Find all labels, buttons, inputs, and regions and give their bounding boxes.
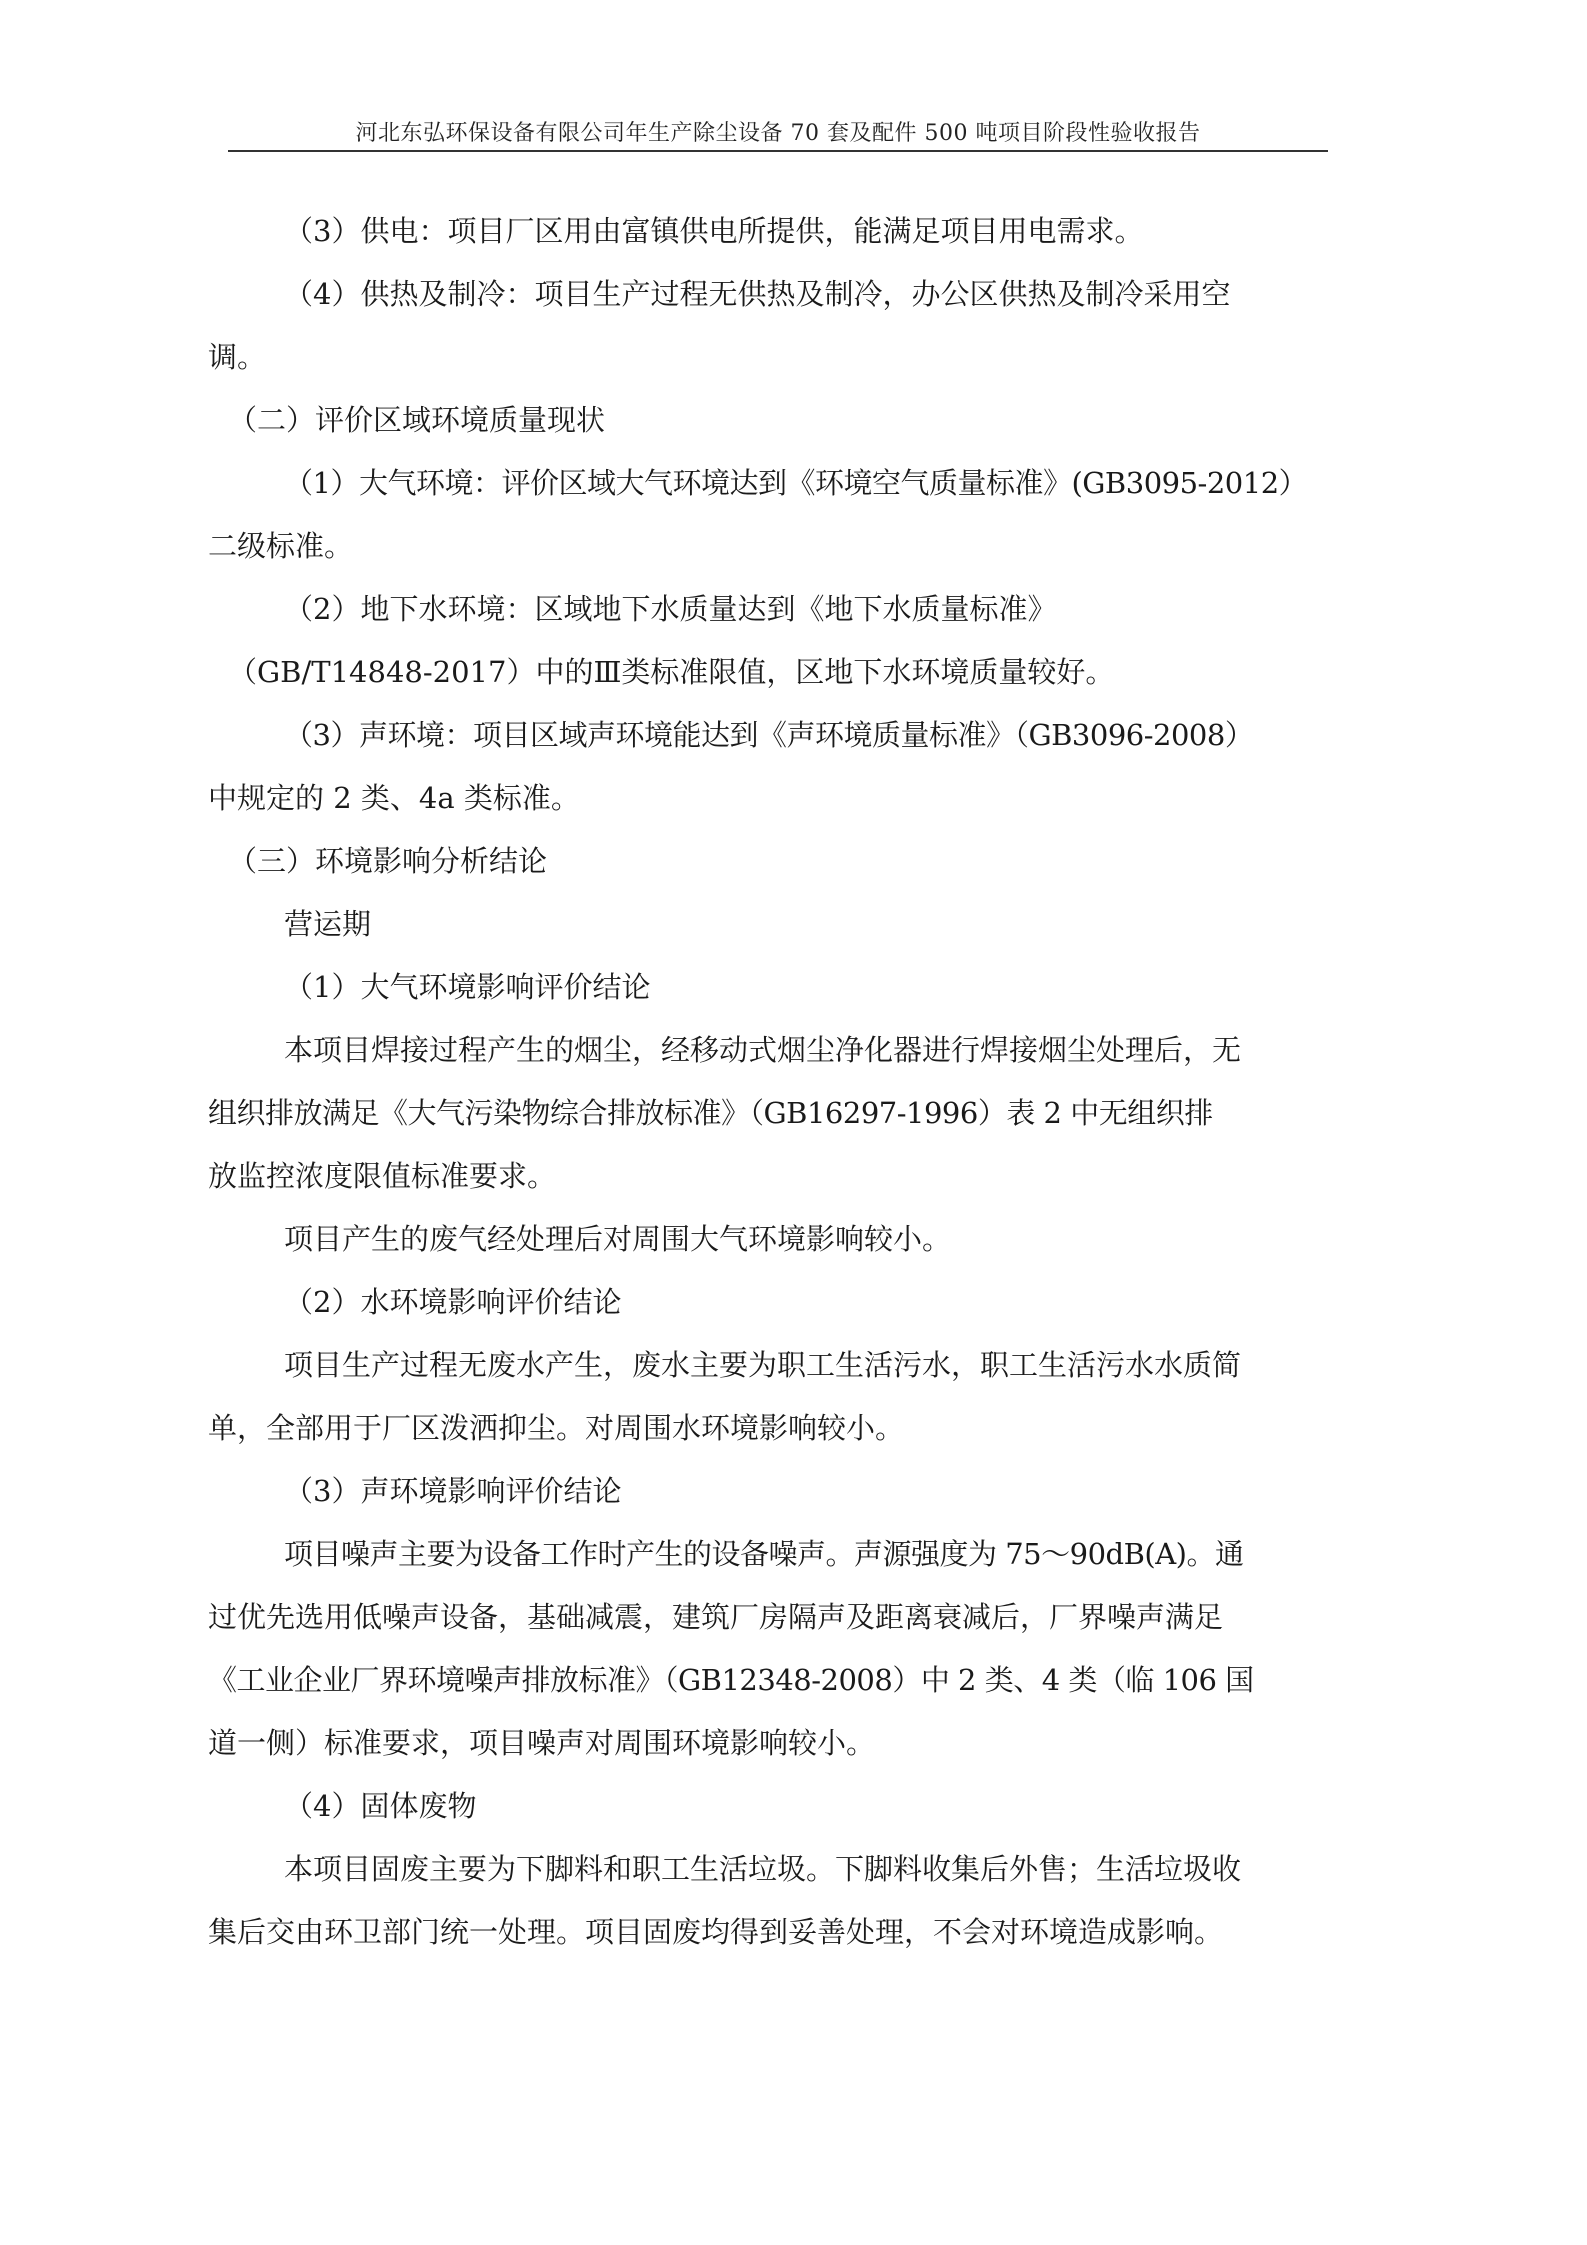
paragraph-line: 集后交由环卫部门统一处理。项目固废均得到妥善处理，不会对环境造成影响。 [208, 1915, 1224, 1949]
paragraph-line: 单，全部用于厂区泼洒抑尘。对周围水环境影响较小。 [208, 1411, 905, 1445]
header-rule [228, 150, 1328, 152]
section-heading: （三）环境影响分析结论 [228, 844, 548, 878]
subheading: 营运期 [284, 907, 372, 941]
document-body [208, 200, 1328, 1964]
paragraph-line: （1）大气环境：评价区域大气环境达到《环境空气质量标准》(GB3095-2012） [284, 466, 1308, 500]
paragraph-line: 《工业企业厂界环境噪声排放标准》（GB12348-2008）中 2 类、4 类（临 106 国 [208, 1663, 1254, 1697]
subheading: （2）水环境影响评价结论 [284, 1285, 622, 1319]
paragraph-line: 调。 [208, 340, 267, 374]
paragraph-line: 道一侧）标准要求，项目噪声对周围环境影响较小。 [208, 1726, 876, 1760]
paragraph-line: 项目生产过程无废水产生，废水主要为职工生活污水，职工生活污水水质简 [284, 1348, 1242, 1382]
subheading: （4）固体废物 [284, 1789, 477, 1823]
paragraph-line: （2）地下水环境：区域地下水质量达到《地下水质量标准》 [284, 592, 1057, 626]
subheading: （3）声环境影响评价结论 [284, 1474, 622, 1508]
paragraph-line: 放监控浓度限值标准要求。 [208, 1159, 557, 1193]
paragraph-line: 项目噪声主要为设备工作时产生的设备噪声。声源强度为 75～90dB(A)。通 [284, 1537, 1244, 1571]
subheading: （1）大气环境影响评价结论 [284, 970, 651, 1004]
paragraph-line: 中规定的 2 类、4a 类标准。 [208, 781, 580, 815]
paragraph-line: 本项目焊接过程产生的烟尘，经移动式烟尘净化器进行焊接烟尘处理后，无 [284, 1033, 1242, 1067]
paragraph-line: （4）供热及制冷：项目生产过程无供热及制冷，办公区供热及制冷采用空 [284, 277, 1231, 311]
running-header: 河北东弘环保设备有限公司年生产除尘设备 70 套及配件 500 吨项目阶段性验收报告 [355, 121, 1201, 146]
paragraph-line: 二级标准。 [208, 529, 354, 563]
paragraph-line: 项目产生的废气经处理后对周围大气环境影响较小。 [284, 1222, 952, 1256]
paragraph-line: （3）供电：项目厂区用由富镇供电所提供，能满足项目用电需求。 [284, 214, 1144, 248]
paragraph-line: （GB/T14848-2017）中的Ⅲ类标准限值，区地下水环境质量较好。 [228, 655, 1115, 689]
paragraph-line: 组织排放满足《大气污染物综合排放标准》（GB16297-1996）表 2 中无组织排 [208, 1096, 1213, 1130]
paragraph-line: 本项目固废主要为下脚料和职工生活垃圾。下脚料收集后外售；生活垃圾收 [284, 1852, 1242, 1886]
section-heading: （二）评价区域环境质量现状 [228, 403, 606, 437]
paragraph-line: （3）声环境：项目区域声环境能达到《声环境质量标准》（GB3096-2008） [284, 718, 1254, 752]
paragraph-line: 过优先选用低噪声设备，基础减震，建筑厂房隔声及距离衰减后，厂界噪声满足 [208, 1600, 1224, 1634]
